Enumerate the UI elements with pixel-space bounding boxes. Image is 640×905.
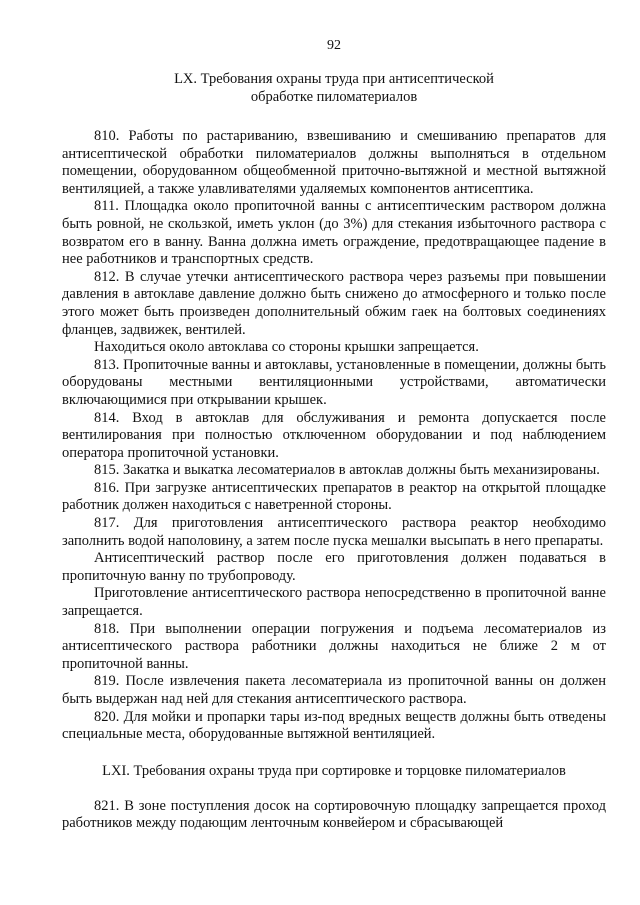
section-title-lx (62, 70, 606, 106)
paragraph-814: 814. Вход в автоклав для обслуживания и ремонта допускается после вентилирования при полностью отключенном оборудовании и под наблюдением оператора пропиточной установки. (62, 409, 606, 461)
section-title-line-1: LX. Требования охраны труда при антисептической (174, 71, 494, 87)
paragraph-812-note: Находиться около автоклава со стороны крышки запрещается. (94, 339, 479, 356)
section-title-lxi: LXI. Требования охраны труда при сортировке и торцовке пиломатериалов (102, 762, 566, 779)
paragraph-810: 810. Работы по растариванию, взвешиванию и смешиванию препаратов для антисептической обработки пиломатериалов должны выполняться в отдельном помещении, оборудованном общеобменной приточно-вытяжной и местной вытяжной вентиляцией, а также улавливателями удаляемых компонентов антисептика. (62, 128, 606, 197)
paragraph-820: 820. Для мойки и пропарки тары из-под вредных веществ должны быть отведены специальные места, оборудованные вытяжной вентиляцией. (62, 708, 606, 743)
paragraph-817-note-1: Антисептический раствор после его приготовления должен подаваться в пропиточную ванну по трубопроводу. (62, 550, 606, 584)
paragraph-815: 815. Закатка и выкатка лесоматериалов в автоклав должны быть механизированы. (94, 462, 600, 479)
paragraph-811: 811. Площадка около пропиточной ванны с антисептическим раствором должна быть ровной, не скользкой, иметь уклон (до 3%) для стекания избыточного раствора с возвратом его в ванну. Ванна должна иметь ограждение, предотвращающее падение в нее работников и транспортных средств. (62, 198, 606, 268)
section-body-lxi (62, 798, 606, 833)
paragraph-812: 812. В случае утечки антисептического раствора через разъемы при повышении давления в автоклаве давление должно быть снижено до атмосферного и только после этого может быть произведен дополнительный обжим гаек на болтовых соединениях фланцев, задвижек, вентилей. (62, 268, 606, 338)
paragraph-819: 819. После извлечения пакета лесоматериала из пропиточной ванны он должен быть выдержан над ней для стекания антисептического раствора. (62, 673, 606, 707)
section-title-line-2: обработке пиломатериалов (250, 89, 418, 105)
paragraph-817-note-2: Приготовление антисептического раствора непосредственно в пропиточной ванне запрещается. (62, 585, 606, 620)
paragraph-821: 821. В зоне поступления досок на сортировочную площадку запрещается проход работников между подающим ленточным конвейером и сбрасывающей (62, 797, 606, 832)
page-number: 92 (327, 38, 341, 53)
paragraph-818: 818. При выполнении операции погружения и подъема лесоматериалов из антисептического раствора работники должны находиться не ближе 2 м от пропиточной ванны. (62, 620, 606, 672)
paragraph-817: 817. Для приготовления антисептического раствора реактор необходимо заполнить водой наполовину, а затем после пуска мешалки высыпать в него препараты. (62, 515, 606, 549)
paragraph-813: 813. Пропиточные ванны и автоклавы, установленные в помещении, должны быть оборудованы местными вентиляционными устройствами, автоматически включающимися при открывании крышек. (62, 356, 606, 408)
section-body-lx (62, 128, 606, 744)
paragraph-816: 816. При загрузке антисептических препаратов в реактор на открытой площадке работник должен находиться с наветренной стороны. (62, 479, 606, 514)
